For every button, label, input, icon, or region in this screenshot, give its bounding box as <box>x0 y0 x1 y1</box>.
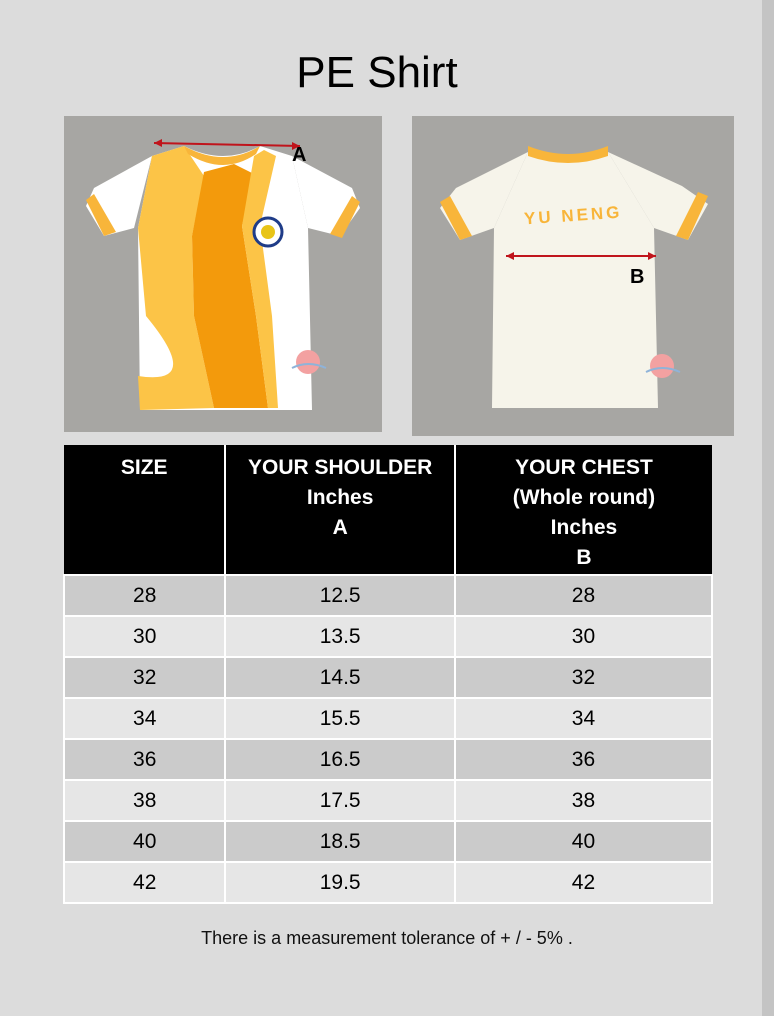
page-edge-strip <box>762 0 774 1016</box>
page-title: PE Shirt <box>296 48 458 97</box>
table-row <box>64 616 712 657</box>
back-print-text: YU NENG <box>523 202 623 229</box>
cell-shoulder: 12.5 <box>225 575 454 616</box>
header-chest-line3: Inches <box>550 516 618 539</box>
cell-shoulder: 14.5 <box>225 657 454 698</box>
cell-shoulder: 18.5 <box>225 821 454 862</box>
cell-chest: 34 <box>455 698 712 739</box>
table-row <box>64 780 712 821</box>
cell-size: 30 <box>64 616 225 657</box>
header-shoulder <box>225 445 454 575</box>
cell-size: 38 <box>64 780 225 821</box>
cell-shoulder: 17.5 <box>225 780 454 821</box>
size-chart-table <box>63 445 713 904</box>
table-row <box>64 698 712 739</box>
cell-size: 40 <box>64 821 225 862</box>
cell-shoulder: 16.5 <box>225 739 454 780</box>
cell-shoulder: 15.5 <box>225 698 454 739</box>
header-size <box>64 445 225 575</box>
front-shirt-illustration <box>64 116 382 432</box>
header-chest <box>455 445 712 575</box>
cell-chest: 36 <box>455 739 712 780</box>
cell-size: 28 <box>64 575 225 616</box>
back-shirt-photo <box>412 116 734 436</box>
front-marker-label: A <box>292 144 307 166</box>
back-shirt-illustration <box>412 116 734 436</box>
cell-chest: 40 <box>455 821 712 862</box>
back-marker-label: B <box>630 266 645 288</box>
cell-size: 32 <box>64 657 225 698</box>
cell-shoulder: 13.5 <box>225 616 454 657</box>
header-shoulder-line1: YOUR SHOULDER <box>247 456 433 479</box>
cell-chest: 28 <box>455 575 712 616</box>
table-row <box>64 739 712 780</box>
header-chest-line4: B <box>576 546 592 569</box>
tolerance-note: There is a measurement tolerance of + / - 5% . <box>201 928 573 948</box>
cell-shoulder: 19.5 <box>225 862 454 903</box>
cell-chest: 38 <box>455 780 712 821</box>
front-shirt-photo <box>64 116 382 432</box>
table-row <box>64 821 712 862</box>
header-size-label: SIZE <box>120 456 168 479</box>
table-row <box>64 575 712 616</box>
header-chest-line2: (Whole round) <box>512 486 656 509</box>
cell-chest: 32 <box>455 657 712 698</box>
header-chest-line1: YOUR CHEST <box>515 456 653 479</box>
table-header-row <box>64 445 712 575</box>
table-row <box>64 657 712 698</box>
header-shoulder-line2: Inches <box>306 486 374 509</box>
cell-chest: 30 <box>455 616 712 657</box>
cell-size: 42 <box>64 862 225 903</box>
cell-size: 34 <box>64 698 225 739</box>
header-shoulder-line3: A <box>332 516 348 539</box>
table-row <box>64 862 712 903</box>
cell-size: 36 <box>64 739 225 780</box>
cell-chest: 42 <box>455 862 712 903</box>
